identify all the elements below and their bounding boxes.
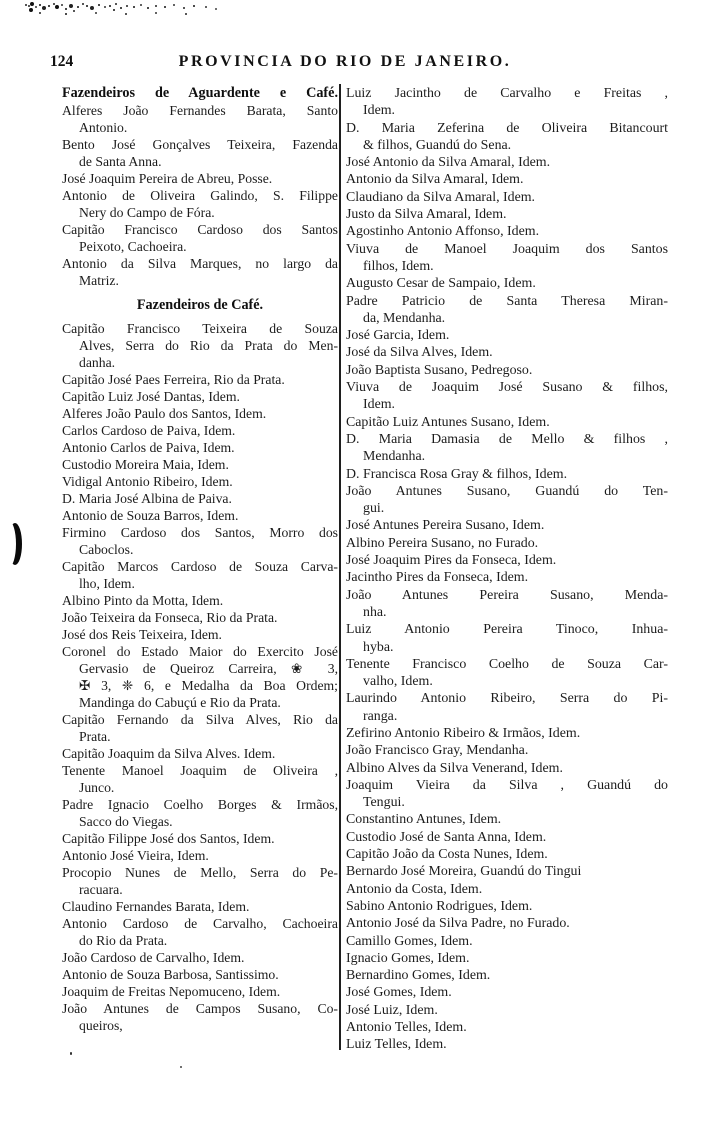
entry-line: valho, Idem. (363, 674, 433, 690)
directory-entry (346, 466, 668, 483)
entry-line: Mendanha. (363, 449, 426, 465)
entry-line: João Francisco Gray, Mendanha. (346, 743, 529, 759)
entry-line: Albino Pinto da Motta, Idem. (62, 593, 224, 608)
entry-line: Antonio de Oliveira Galindo, S. Filippe (62, 188, 338, 203)
entry-line: Capitão Filippe José dos Santos, Idem. (62, 831, 275, 846)
directory-entry (346, 742, 668, 759)
directory-entry (62, 949, 338, 966)
entry-line: Bernardo José Moreira, Guandú do Tingui (346, 864, 582, 880)
entry-line: Viuva de Joaquim José Susano & filhos, (346, 380, 668, 396)
directory-entry (62, 102, 338, 136)
entry-line: Antonio José da Silva Padre, no Furado. (346, 916, 570, 932)
entry-line: João Cardoso de Carvalho, Idem. (62, 950, 245, 965)
directory-entry (346, 344, 668, 361)
entry-line: Antonio Carlos de Paiva, Idem. (62, 440, 235, 455)
directory-entry (346, 362, 668, 379)
entry-line: de Santa Anna. (79, 154, 162, 169)
entry-line: Sacco do Viegas. (79, 814, 173, 829)
entry-line: José dos Reis Teixeira, Idem. (62, 627, 222, 642)
entry-line: Custodio José de Santa Anna, Idem. (346, 829, 547, 845)
directory-entry (62, 847, 338, 864)
entry-line: Joaquim Vieira da Silva , Guandú do (346, 777, 668, 793)
entry-line: Mandinga do Cabuçú e Rio da Prata. (79, 695, 281, 710)
directory-entry (62, 170, 338, 187)
entry-line: José Garcia, Idem. (346, 328, 450, 344)
entry-line: Laurindo Antonio Ribeiro, Serra do Pi- (346, 691, 668, 707)
directory-entry (346, 154, 668, 171)
directory-entry (62, 983, 338, 1000)
directory-entry (62, 558, 338, 592)
entry-line: João Antunes Pereira Susano, Menda- (346, 587, 668, 603)
directory-entry (346, 933, 668, 950)
directory-entry (62, 745, 338, 762)
directory-entry (346, 760, 668, 777)
directory-entry (62, 388, 338, 405)
directory-entry (346, 517, 668, 534)
entry-line: nha. (363, 604, 387, 620)
entry-line: Capitão Luiz José Dantas, Idem. (62, 389, 240, 404)
entry-line: Agostinho Antonio Affonso, Idem. (346, 224, 540, 240)
entry-line: Nery do Campo de Fóra. (79, 205, 215, 220)
entry-line: & filhos, Guandú do Sena. (363, 137, 512, 153)
directory-entry (62, 187, 338, 221)
directory-entry (62, 762, 338, 796)
entry-line: José Gomes, Idem. (346, 985, 452, 1001)
directory-entry (62, 915, 338, 949)
directory-entry (346, 967, 668, 984)
directory-entry (346, 690, 668, 725)
entry-line: Peixoto, Cachoeira. (79, 239, 187, 254)
directory-entry (346, 483, 668, 518)
entry-line: Sabino Antonio Rodrigues, Idem. (346, 898, 533, 914)
entry-line: Antonio José Vieira, Idem. (62, 848, 209, 863)
page-number: 124 (50, 53, 74, 70)
directory-entry (346, 881, 668, 898)
directory-entry (346, 811, 668, 828)
entry-line: João Baptista Susano, Pedregoso. (346, 362, 533, 378)
directory-entry (346, 1036, 668, 1053)
entry-line: Firmino Cardoso dos Santos, Morro dos (62, 525, 338, 540)
directory-entry (62, 592, 338, 609)
entry-line: Luiz Jacintho de Carvalho e Freitas , (346, 86, 668, 101)
entry-line: Padre Patricio de Santa Theresa Miran- (346, 293, 668, 309)
entry-line: hyba. (363, 639, 394, 655)
entry-line: Matriz. (79, 273, 119, 288)
entry-line: José Antunes Pereira Susano, Idem. (346, 518, 545, 534)
directory-entry (62, 473, 338, 490)
directory-entry (346, 915, 668, 932)
entry-line: Idem. (363, 103, 396, 119)
directory-entry (346, 431, 668, 466)
directory-entry (62, 320, 338, 371)
entry-line: Constantino Antunes, Idem. (346, 812, 502, 828)
entry-line: Justo da Silva Amaral, Idem. (346, 207, 507, 223)
directory-entry (346, 241, 668, 276)
directory-entry (346, 621, 668, 656)
entry-line: José Joaquim Pereira de Abreu, Posse. (62, 171, 273, 186)
entry-line: Antonio. (79, 120, 128, 135)
entry-line: Alferes João Fernandes Barata, Santo (62, 103, 338, 118)
directory-entry (62, 711, 338, 745)
entry-line: Capitão João da Costa Nunes, Idem. (346, 847, 548, 863)
entry-line: D. Maria Zeferina de Oliveira Bitancourt (346, 120, 668, 136)
entry-line: José da Silva Alves, Idem. (346, 345, 493, 361)
entry-line: D. Francisca Rosa Gray & filhos, Idem. (346, 466, 568, 482)
directory-entry (346, 223, 668, 240)
entry-line: Tenente Francisco Coelho de Souza Car- (346, 656, 668, 672)
entry-line: José Antonio da Silva Amaral, Idem. (346, 155, 551, 171)
entry-line: João Antunes de Campos Susano, Co- (62, 1001, 338, 1016)
entry-line: Prata. (79, 729, 111, 744)
directory-entry (346, 656, 668, 691)
directory-entry (62, 255, 338, 289)
entry-line: queiros, (79, 1018, 123, 1033)
entry-line: Capitão Francisco Teixeira de Souza (62, 321, 338, 336)
directory-entry (62, 405, 338, 422)
scan-speckle-band (25, 4, 27, 6)
directory-entry (346, 984, 668, 1001)
right-column (346, 85, 668, 1054)
directory-entry (346, 171, 668, 188)
entry-line: Viuva de Manoel Joaquim dos Santos (346, 241, 668, 257)
entry-line: gui. (363, 501, 385, 517)
entry-line: João Antunes Susano, Guandú do Ten- (346, 483, 668, 499)
ink-blob-artifact (11, 523, 22, 565)
entry-line: Tenente Manoel Joaquim de Oliveira , (62, 763, 338, 778)
entry-line: Albino Alves da Silva Venerand, Idem. (346, 760, 563, 776)
entry-line: José Luiz, Idem. (346, 1002, 438, 1018)
entry-line: Junco. (79, 780, 115, 795)
directory-entry (346, 1002, 668, 1019)
directory-entry (346, 829, 668, 846)
entry-line: ranga. (363, 708, 398, 724)
directory-entry (346, 120, 668, 155)
entry-line: D. Maria Damasia de Mello & filhos , (346, 431, 668, 447)
directory-entry (346, 725, 668, 742)
section-heading: Fazendeiros de Aguardente e Café. (62, 85, 338, 101)
entry-line: Claudino Fernandes Barata, Idem. (62, 899, 250, 914)
directory-entry (346, 569, 668, 586)
directory-entry (346, 846, 668, 863)
directory-entry (346, 535, 668, 552)
left-column (62, 85, 338, 1034)
directory-entry (346, 552, 668, 569)
entry-line: Antonio da Costa, Idem. (346, 881, 483, 897)
directory-entry (346, 293, 668, 328)
entry-line: Capitão José Paes Ferreira, Rio da Prata. (62, 372, 285, 387)
entry-line: do Rio da Prata. (79, 933, 168, 948)
entry-line: Capitão Francisco Cardoso dos Santos (62, 222, 338, 237)
entry-line: Luiz Telles, Idem. (346, 1037, 447, 1053)
directory-entry (62, 796, 338, 830)
directory-entry (346, 189, 668, 206)
directory-entry (346, 587, 668, 622)
directory-entry (346, 863, 668, 880)
entry-line: Idem. (363, 397, 396, 413)
directory-entry (346, 898, 668, 915)
entry-line: João Teixeira da Fonseca, Rio da Prata. (62, 610, 278, 625)
directory-entry (346, 777, 668, 812)
directory-entry (62, 136, 338, 170)
directory-entry (62, 507, 338, 524)
entry-line: Luiz Antonio Pereira Tinoco, Inhua- (346, 622, 668, 638)
directory-entry (62, 643, 338, 711)
directory-entry (62, 966, 338, 983)
entry-line: racuara. (79, 882, 123, 897)
directory-entry (62, 422, 338, 439)
column-divider-rule (339, 84, 341, 1050)
entry-line: Capitão Fernando da Silva Alves, Rio da (62, 712, 338, 727)
stray-speck (70, 1052, 72, 1055)
directory-entry (346, 206, 668, 223)
entry-line: Padre Ignacio Coelho Borges & Irmãos, (62, 797, 338, 812)
directory-entry (346, 1019, 668, 1036)
entry-line: Capitão Marcos Cardoso de Souza Carva- (62, 559, 338, 574)
entry-line: Antonio da Silva Marques, no largo da (62, 256, 338, 271)
directory-entry (62, 626, 338, 643)
entry-line: Alferes João Paulo dos Santos, Idem. (62, 406, 267, 421)
entry-line: lho, Idem. (79, 576, 135, 591)
entry-line: Antonio de Souza Barros, Idem. (62, 508, 239, 523)
entry-line: José Joaquim Pires da Fonseca, Idem. (346, 553, 557, 569)
directory-entry (62, 456, 338, 473)
entry-line: Procopio Nunes de Mello, Serra do Pe- (62, 865, 338, 880)
entry-line: ✠ 3, ❈ 6, e Medalha da Boa Ordem; (79, 678, 338, 693)
entry-line: Alves, Serra do Rio da Prata do Men- (79, 338, 338, 353)
entry-line: danha. (79, 355, 116, 370)
directory-entry (62, 1000, 338, 1034)
entry-line: Antonio de Souza Barbosa, Santissimo. (62, 967, 279, 982)
directory-entry (62, 371, 338, 388)
entry-line: Custodio Moreira Maia, Idem. (62, 457, 229, 472)
entry-line: Antonio Cardoso de Carvalho, Cachoeira (62, 916, 338, 931)
directory-entry (346, 379, 668, 414)
entry-line: Tengui. (363, 795, 405, 811)
entry-line: Augusto Cesar de Sampaio, Idem. (346, 276, 536, 292)
directory-entry (62, 864, 338, 898)
entry-line: Albino Pereira Susano, no Furado. (346, 535, 539, 551)
entry-line: Coronel do Estado Maior do Exercito José (62, 644, 338, 659)
directory-entry (62, 898, 338, 915)
directory-entry (346, 950, 668, 967)
directory-entry (346, 414, 668, 431)
directory-entry (62, 490, 338, 507)
directory-entry (346, 85, 668, 120)
entry-line: da, Mendanha. (363, 310, 446, 326)
directory-entry (62, 439, 338, 456)
entry-line: Vidigal Antonio Ribeiro, Idem. (62, 474, 233, 489)
running-head (50, 52, 670, 72)
directory-entry (62, 524, 338, 558)
entry-line: Jacintho Pires da Fonseca, Idem. (346, 570, 529, 586)
entry-line: Bernardino Gomes, Idem. (346, 968, 491, 984)
entry-line: Gervasio de Queiroz Carreira, ❀ 3, (79, 661, 338, 676)
entry-line: D. Maria José Albina de Paiva. (62, 491, 232, 506)
entry-line: Caboclos. (79, 542, 134, 557)
directory-entry (346, 327, 668, 344)
entry-line: Joaquim de Freitas Nepomuceno, Idem. (62, 984, 281, 999)
directory-entry (62, 830, 338, 847)
entry-line: filhos, Idem. (363, 258, 434, 274)
entry-line: Ignacio Gomes, Idem. (346, 950, 470, 966)
entry-line: Carlos Cardoso de Paiva, Idem. (62, 423, 236, 438)
entry-line: Capitão Luiz Antunes Susano, Idem. (346, 414, 550, 430)
page-title: PROVINCIA DO RIO DE JANEIRO. (178, 53, 512, 70)
directory-entry (62, 221, 338, 255)
directory-entry (62, 609, 338, 626)
entry-line: Antonio da Silva Amaral, Idem. (346, 172, 524, 188)
entry-line: Claudiano da Silva Amaral, Idem. (346, 189, 536, 205)
entry-line: Antonio Telles, Idem. (346, 1020, 467, 1036)
stray-speck (180, 1066, 182, 1068)
section-heading: Fazendeiros de Café. (136, 297, 264, 313)
entry-line: Capitão Joaquim da Silva Alves. Idem. (62, 746, 276, 761)
entry-line: Bento José Gonçalves Teixeira, Fazenda (62, 137, 338, 152)
directory-entry (346, 275, 668, 292)
entry-line: Camillo Gomes, Idem. (346, 933, 473, 949)
entry-line: Zefirino Antonio Ribeiro & Irmãos, Idem. (346, 725, 581, 741)
